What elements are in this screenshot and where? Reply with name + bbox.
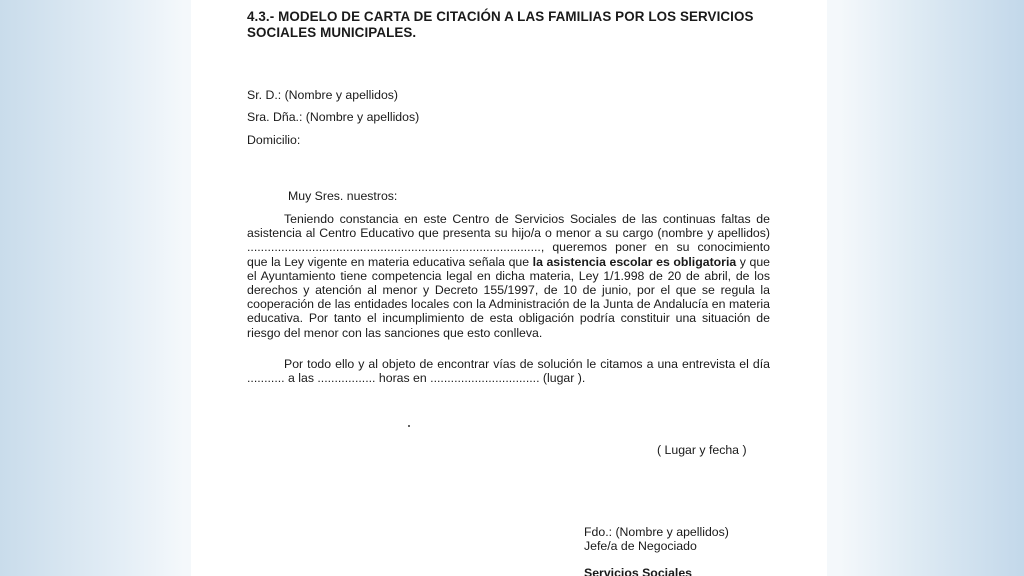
paragraph-1-text-a: Teniendo constancia en este Centro de Servicios Sociales de las continuas faltas de asistencia al Centro Educativo que presenta su hijo/a o menor a su cargo (nombre y apellidos) ......................................................................................, queremos poner en su conocimiento que la Ley vigente en materia educativa señala que (247, 212, 770, 269)
department-name: Servicios Sociales (584, 566, 693, 576)
paragraph-2: Por todo ello y al objeto de encontrar vías de solución le citamos a una entrevista el día ........... a las ................. horas en ................................ (lugar ). (247, 357, 770, 386)
place-and-date: ( Lugar y fecha ) (657, 443, 747, 457)
stray-mark (408, 425, 410, 427)
paragraph-1-text-b: y que el Ayuntamiento tiene competencia legal en dicha materia, Ley 1/1.998 de 20 de abril, de los derechos y atención al menor y Decreto 155/1997, de 10 de junio, por el que se regula la cooperación de las entidades locales con la Administración de la Junta de Andalucía en materia educativa. Por tanto el incumplimiento de esta obligación podría constituir una situación de riesgo del menor con las sanciones que esto conlleva. (247, 254, 770, 340)
recipient-sra: Sra. Dña.: (Nombre y apellidos) (247, 110, 420, 124)
greeting: Muy Sres. nuestros: (288, 189, 398, 203)
paragraph-1 (247, 212, 770, 340)
signature-role: Jefe/a de Negociado (584, 539, 697, 553)
address-label: Domicilio: (247, 133, 301, 147)
paragraph-1-bold: la asistencia escolar es obligatoria (532, 254, 737, 269)
signature-name: Fdo.: (Nombre y apellidos) (584, 525, 729, 539)
document-title: 4.3.- MODELO DE CARTA DE CITACIÓN A LAS FAMILIAS POR LOS SERVICIOS SOCIALES MUNICIPALES. (247, 9, 754, 40)
recipient-sr: Sr. D.: (Nombre y apellidos) (247, 88, 399, 102)
document-page (191, 0, 827, 576)
